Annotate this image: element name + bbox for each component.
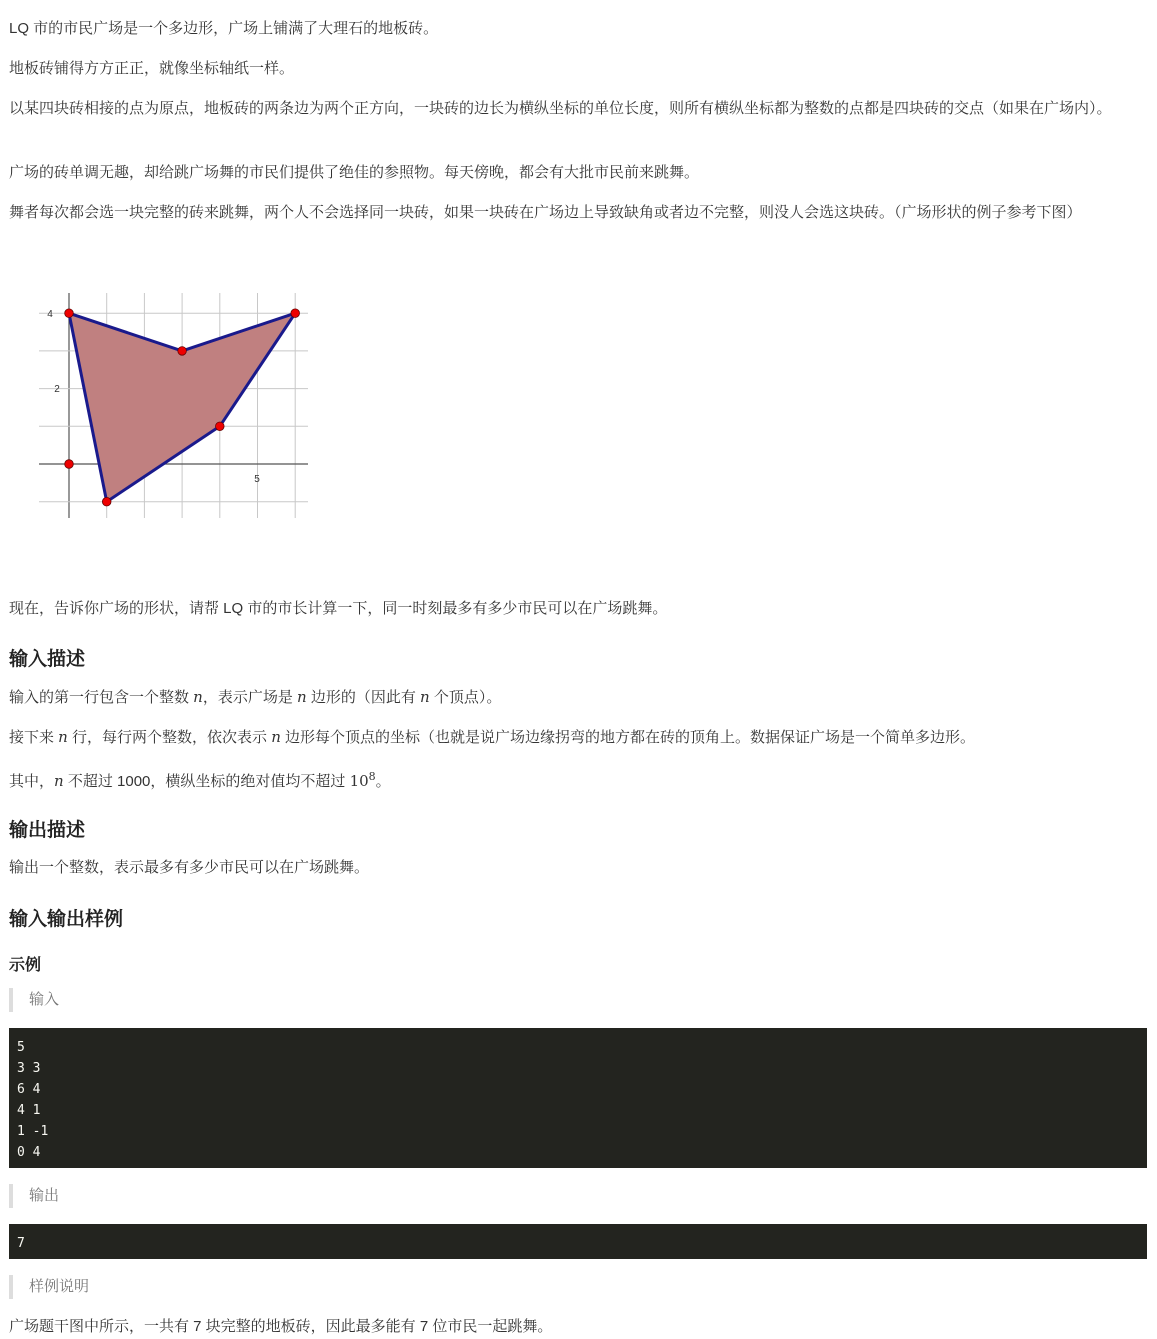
vertex-point (102, 497, 111, 506)
intro-paragraph-5: 舞者每次都会选一块完整的砖来跳舞，两个人不会选择同一块砖，如果一块砖在广场边上导致缺角或者边不完整，则没人会选这块砖。（广场形状的例子参考下图） (9, 204, 1082, 221)
y-tick-2: 2 (54, 384, 60, 395)
math-power (350, 772, 376, 790)
math-n: n (420, 688, 430, 706)
sample-explain-label: 样例说明 (9, 1275, 89, 1299)
output-heading: 输出描述 (9, 820, 86, 841)
sample-input-label: 输入 (9, 988, 59, 1012)
input-line-1-d: 个顶点）。 (429, 689, 502, 706)
input-line-3-a: 其中， (9, 773, 55, 790)
input-line-1-a: 输入的第一行包含一个整数 (9, 689, 194, 706)
intro-paragraph-2: 地板砖铺得方方正正，就像坐标轴纸一样。 (9, 60, 295, 77)
input-heading: 输入描述 (9, 649, 86, 670)
input-line-2 (9, 726, 1149, 749)
input-line-3-c: 。 (375, 773, 391, 790)
intro-paragraph-3: 以某四块砖相接的点为原点，地板砖的两条边为两个正方向，一块砖的边长为横纵坐标的单位长度，则所有横纵坐标都为整数的点都是四块砖的交点（如果在广场内）。 (9, 100, 1112, 117)
plaza-figure (32, 290, 314, 525)
input-line-2-b: 行，每行两个整数，依次表示 (67, 729, 272, 746)
vertex-point (65, 309, 74, 318)
intro-paragraph-6: 现在，告诉你广场的形状，请帮 LQ 市的市长计算一下，同一时刻最多有多少市民可以在广场跳舞。 (9, 600, 668, 617)
math-n: n (193, 688, 203, 706)
sample-output-label: 输出 (9, 1184, 59, 1208)
vertex-point (216, 422, 225, 431)
math-n: n (297, 688, 307, 706)
vertex-point (65, 460, 74, 469)
sample-output-code: 7 (9, 1224, 1147, 1259)
math-n: n (58, 728, 68, 746)
vertex-point (291, 309, 300, 318)
y-tick-4: 4 (47, 309, 53, 320)
math-n: n (54, 772, 64, 790)
x-tick-5: 5 (254, 474, 260, 485)
input-line-3-b: 不超过 1000，横纵坐标的绝对值均不超过 (63, 773, 350, 790)
math-n: n (271, 728, 281, 746)
sample-explain-text: 广场题干图中所示，一共有 7 块完整的地板砖，因此最多能有 7 位市民一起跳舞。 (9, 1318, 553, 1335)
input-line-1-c: 边形的（因此有 (306, 689, 421, 706)
input-line-2-a: 接下来 (9, 729, 59, 746)
intro-paragraph-4: 广场的砖单调无趣，却给跳广场舞的市民们提供了绝佳的参照物。每天傍晚，都会有大批市民前来跳舞。 (9, 164, 700, 181)
power-base: 10 (349, 772, 369, 790)
sample-subheading: 示例 (9, 957, 42, 974)
input-line-3 (9, 765, 1149, 793)
input-line-1 (9, 686, 1149, 709)
sample-input-code: 5 3 3 6 4 4 1 1 -1 0 4 (9, 1028, 1147, 1168)
input-line-1-b: ，表示广场是 (202, 689, 298, 706)
sample-heading: 输入输出样例 (9, 909, 124, 930)
output-description: 输出一个整数，表示最多有多少市民可以在广场跳舞。 (9, 859, 370, 876)
power-exponent: 8 (368, 770, 376, 783)
intro-paragraph-1: LQ 市的市民广场是一个多边形，广场上铺满了大理石的地板砖。 (9, 20, 439, 37)
vertex-point (178, 347, 187, 356)
input-line-2-c: 边形每个顶点的坐标（也就是说广场边缘拐弯的地方都在砖的顶角上。数据保证广场是一个简单多边形。 (280, 729, 976, 746)
